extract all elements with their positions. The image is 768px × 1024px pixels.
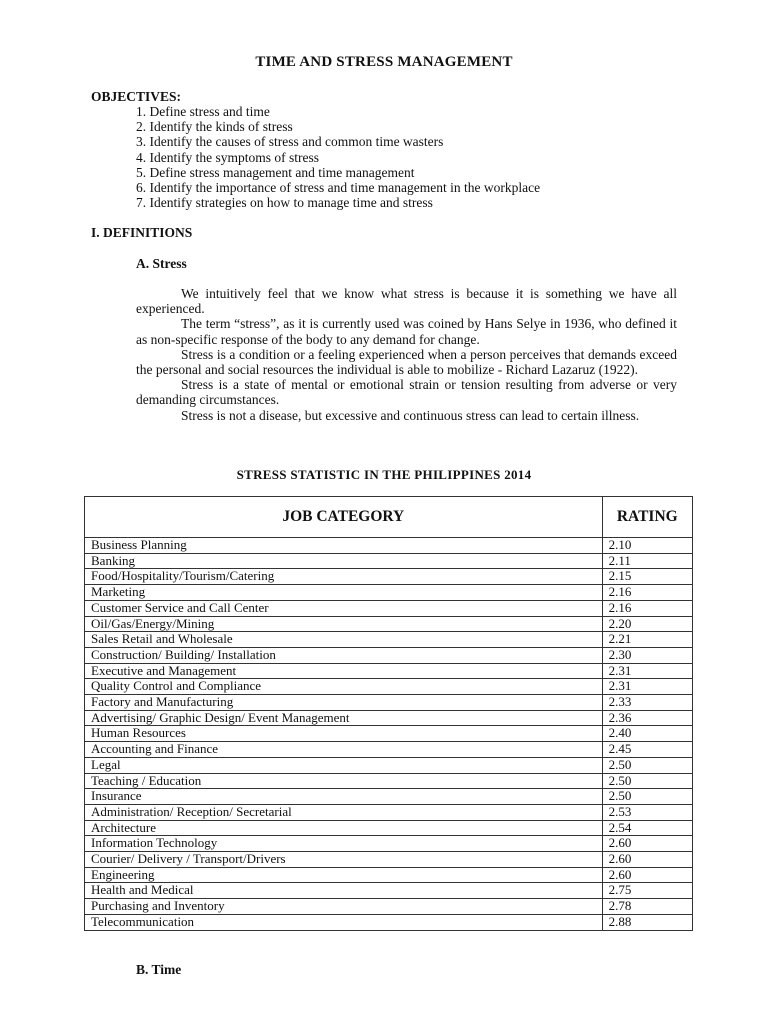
table-row: [85, 679, 693, 695]
table-row: [85, 538, 693, 554]
job-category-cell: Engineering: [85, 867, 603, 883]
job-category-cell: Purchasing and Inventory: [85, 899, 603, 915]
table-row: [85, 569, 693, 585]
table-row: [85, 789, 693, 805]
rating-cell: 2.78: [602, 899, 692, 915]
document-title: TIME AND STRESS MANAGEMENT: [255, 54, 513, 70]
column-header-job-category: JOB CATEGORY: [85, 497, 603, 538]
job-category-cell: Marketing: [85, 585, 603, 601]
job-category-cell: Food/Hospitality/Tourism/Catering: [85, 569, 603, 585]
table-row: [85, 710, 693, 726]
rating-cell: 2.16: [602, 585, 692, 601]
table-row: [85, 663, 693, 679]
rating-cell: 2.50: [602, 773, 692, 789]
table-row: [85, 616, 693, 632]
job-category-cell: Accounting and Finance: [85, 742, 603, 758]
table-row: [85, 632, 693, 648]
objective-item: 4. Identify the symptoms of stress: [136, 149, 319, 165]
objective-item: 5. Define stress management and time management: [136, 164, 415, 180]
rating-cell: 2.31: [602, 663, 692, 679]
rating-cell: 2.33: [602, 695, 692, 711]
job-category-cell: Administration/ Reception/ Secretarial: [85, 804, 603, 820]
table-row: [85, 899, 693, 915]
job-category-cell: Health and Medical: [85, 883, 603, 899]
job-category-cell: Sales Retail and Wholesale: [85, 632, 603, 648]
objective-item: 7. Identify strategies on how to manage time and stress: [136, 195, 433, 211]
paragraph: Stress is a condition or a feeling experienced when a person perceives that demands exceed the personal and social resources the individual is able to mobilize - Richard Lazaruz (1922).: [136, 346, 677, 378]
job-category-cell: Factory and Manufacturing: [85, 695, 603, 711]
job-category-cell: Teaching / Education: [85, 773, 603, 789]
table-row: [85, 742, 693, 758]
table-row: [85, 600, 693, 616]
rating-cell: 2.21: [602, 632, 692, 648]
table-row: [85, 773, 693, 789]
objective-item: 2. Identify the kinds of stress: [136, 119, 293, 135]
table-row: [85, 820, 693, 836]
rating-cell: 2.60: [602, 852, 692, 868]
job-category-cell: Information Technology: [85, 836, 603, 852]
table-row: [85, 836, 693, 852]
time-subheading: B. Time: [136, 962, 182, 977]
rating-cell: 2.31: [602, 679, 692, 695]
rating-cell: 2.50: [602, 789, 692, 805]
rating-cell: 2.54: [602, 820, 692, 836]
objectives-heading: OBJECTIVES:: [91, 89, 182, 104]
paragraph: Stress is a state of mental or emotional strain or tension resulting from adverse or very demanding circumstances.: [136, 377, 677, 408]
definitions-heading: I. DEFINITIONS: [91, 225, 193, 240]
rating-cell: 2.15: [602, 569, 692, 585]
rating-cell: 2.60: [602, 836, 692, 852]
stress-subheading: A. Stress: [136, 256, 187, 271]
table-body: [85, 538, 693, 931]
stress-definitions: [136, 286, 677, 423]
job-category-cell: Customer Service and Call Center: [85, 600, 603, 616]
stress-statistics-table: [84, 496, 693, 931]
job-category-cell: Construction/ Building/ Installation: [85, 647, 603, 663]
job-category-cell: Banking: [85, 553, 603, 569]
job-category-cell: Oil/Gas/Energy/Mining: [85, 616, 603, 632]
job-category-cell: Executive and Management: [85, 663, 603, 679]
rating-cell: 2.60: [602, 867, 692, 883]
job-category-cell: Telecommunication: [85, 914, 603, 930]
table-header-row: [85, 497, 693, 538]
table-row: [85, 804, 693, 820]
column-header-rating: RATING: [602, 497, 692, 538]
job-category-cell: Architecture: [85, 820, 603, 836]
rating-cell: 2.11: [602, 553, 692, 569]
objectives-list: [136, 104, 540, 210]
rating-cell: 2.20: [602, 616, 692, 632]
rating-cell: 2.53: [602, 804, 692, 820]
table-row: [85, 914, 693, 930]
rating-cell: 2.30: [602, 647, 692, 663]
rating-cell: 2.75: [602, 883, 692, 899]
rating-cell: 2.50: [602, 757, 692, 773]
objective-item: 6. Identify the importance of stress and time management in the workplace: [136, 179, 541, 195]
job-category-cell: Business Planning: [85, 538, 603, 554]
job-category-cell: Courier/ Delivery / Transport/Drivers: [85, 852, 603, 868]
job-category-cell: Quality Control and Compliance: [85, 679, 603, 695]
rating-cell: 2.36: [602, 710, 692, 726]
job-category-cell: Advertising/ Graphic Design/ Event Management: [85, 710, 603, 726]
paragraph: We intuitively feel that we know what stress is because it is something we have all experienced.: [136, 286, 677, 317]
paragraph: Stress is not a disease, but excessive and continuous stress can lead to certain illness.: [181, 407, 640, 423]
table-row: [85, 647, 693, 663]
table-row: [85, 726, 693, 742]
table-row: [85, 757, 693, 773]
rating-cell: 2.10: [602, 538, 692, 554]
job-category-cell: Human Resources: [85, 726, 603, 742]
objective-item: 1. Define stress and time: [136, 104, 270, 119]
rating-cell: 2.88: [602, 914, 692, 930]
rating-cell: 2.40: [602, 726, 692, 742]
table-row: [85, 585, 693, 601]
table-row: [85, 883, 693, 899]
job-category-cell: Insurance: [85, 789, 603, 805]
objective-item: 3. Identify the causes of stress and common time wasters: [136, 134, 444, 150]
rating-cell: 2.45: [602, 742, 692, 758]
rating-cell: 2.16: [602, 600, 692, 616]
paragraph: The term “stress”, as it is currently used was coined by Hans Selye in 1936, who defined it as non-specific response of the body to any demand for change.: [136, 316, 677, 347]
table-row: [85, 695, 693, 711]
job-category-cell: Legal: [85, 757, 603, 773]
table-row: [85, 553, 693, 569]
table-title: STRESS STATISTIC IN THE PHILIPPINES 2014: [236, 467, 532, 482]
table-row: [85, 867, 693, 883]
table-row: [85, 852, 693, 868]
